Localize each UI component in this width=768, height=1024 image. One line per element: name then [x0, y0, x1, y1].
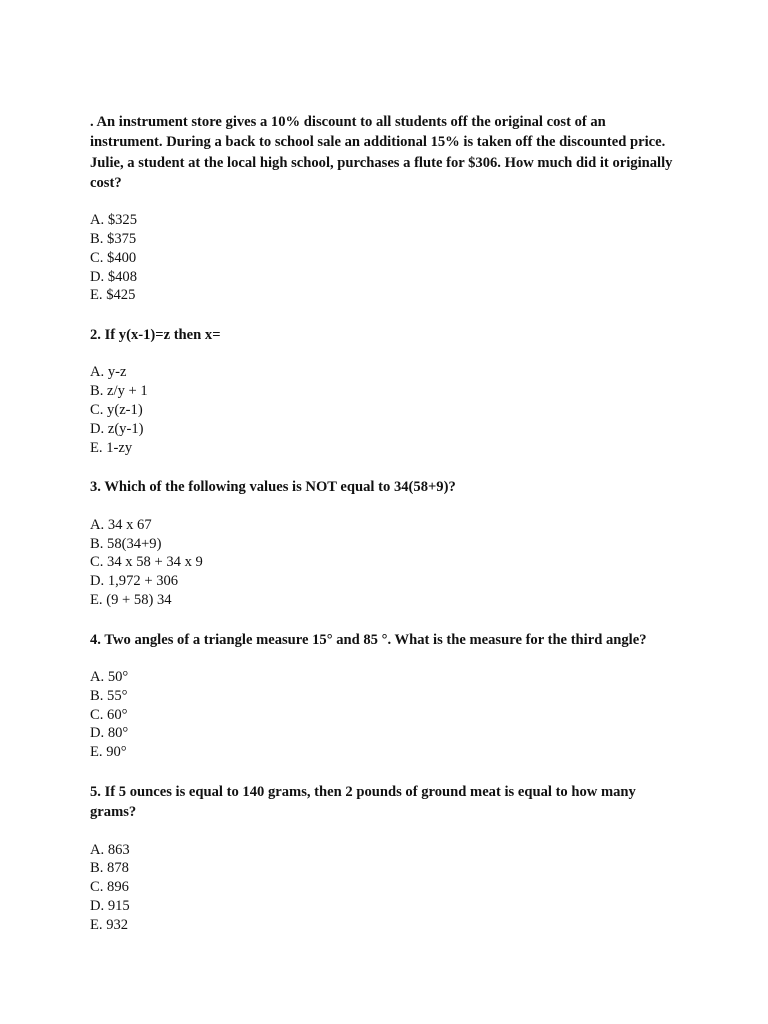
answer-choice: E. 932 — [90, 916, 129, 933]
answer-choice: D. z(y-1) — [90, 420, 144, 437]
answer-choice: B. 878 — [90, 860, 129, 877]
answer-choices — [90, 516, 678, 610]
answer-choice: C. 34 x 58 + 34 x 9 — [90, 554, 203, 571]
question-1 — [90, 112, 678, 305]
question-2 — [90, 325, 678, 457]
answer-choice: E. (9 + 58) 34 — [90, 591, 172, 608]
answer-choice: E. 90° — [90, 744, 127, 761]
question-text: 2. If y(x-1)=z then x= — [90, 327, 221, 344]
answer-choice: C. 60° — [90, 706, 128, 723]
answer-choice: A. 50° — [90, 669, 129, 686]
answer-choices — [90, 363, 678, 457]
answer-choice: A. y-z — [90, 364, 127, 381]
question-text: 5. If 5 ounces is equal to 140 grams, then 2 pounds of ground meat is equal to how many grams? — [90, 784, 636, 821]
question-text: 4. Two angles of a triangle measure 15° and 85 °. What is the measure for the third angle? — [90, 631, 647, 648]
answer-choice: B. 58(34+9) — [90, 535, 162, 552]
question-text: 3. Which of the following values is NOT equal to 34(58+9)? — [90, 479, 456, 496]
answer-choice: B. $375 — [90, 230, 137, 247]
answer-choice: D. 1,972 + 306 — [90, 573, 179, 590]
answer-choices — [90, 211, 678, 305]
answer-choice: C. y(z-1) — [90, 402, 143, 419]
question-3 — [90, 477, 678, 609]
answer-choices — [90, 668, 678, 762]
question-5 — [90, 782, 678, 935]
answer-choice: C. 896 — [90, 879, 129, 896]
question-text: . An instrument store gives a 10% discount to all students off the original cost of an instrument. During a back to school sale an additional 15% is taken off the discounted price. Julie, a student at the local high school, purchases a flute for $306. How much did it originally cost? — [90, 114, 673, 191]
answer-choice: B. 55° — [90, 687, 128, 704]
answer-choice: B. z/y + 1 — [90, 383, 148, 400]
answer-choice: E. $425 — [90, 287, 136, 304]
answer-choice: A. 863 — [90, 841, 130, 858]
answer-choice: D. $408 — [90, 268, 138, 285]
answer-choice: D. 915 — [90, 898, 130, 914]
answer-choices — [90, 841, 678, 935]
answer-choice: A. $325 — [90, 212, 138, 229]
answer-choice: A. 34 x 67 — [90, 516, 152, 533]
answer-choice: D. 80° — [90, 725, 129, 742]
answer-choice: C. $400 — [90, 249, 137, 266]
question-4 — [90, 630, 678, 762]
answer-choice: E. 1-zy — [90, 439, 133, 456]
